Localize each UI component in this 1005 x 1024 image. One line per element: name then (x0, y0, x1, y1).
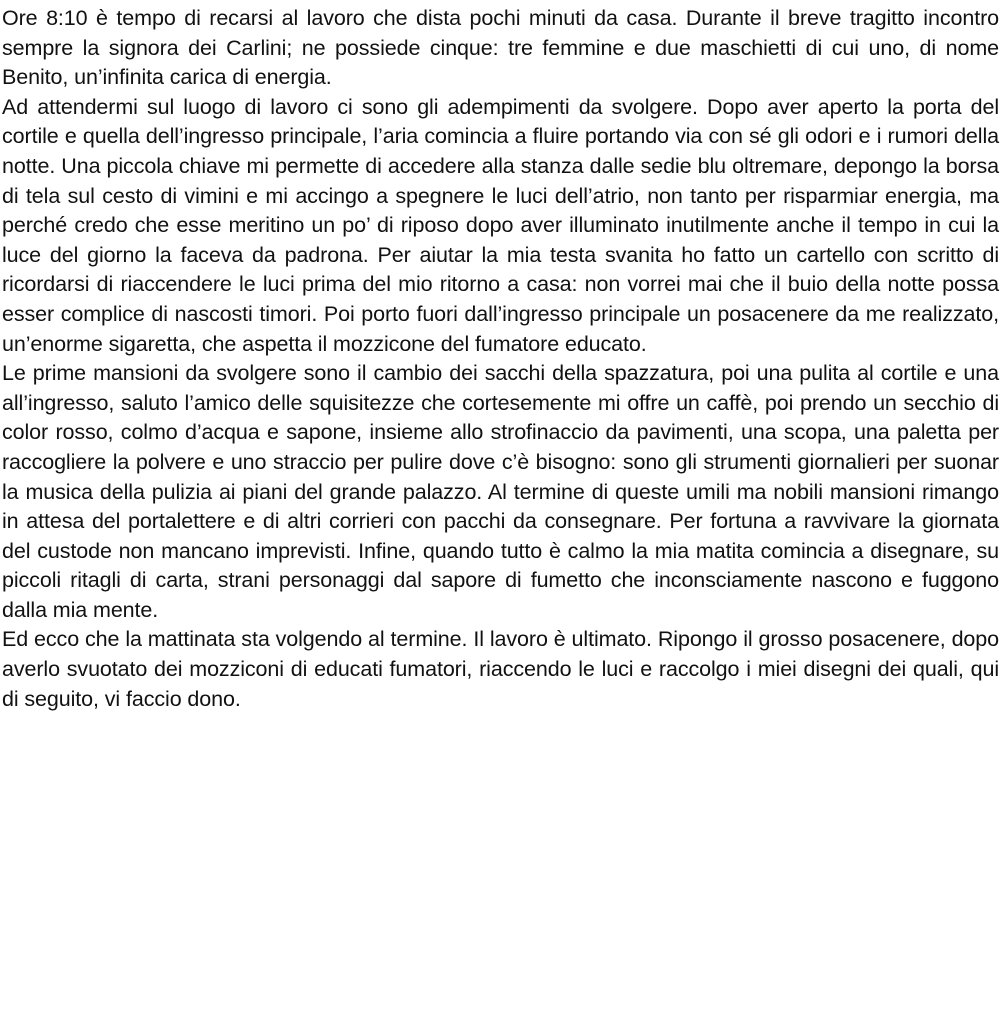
paragraph-3: Le prime mansioni da svolgere sono il cambio dei sacchi della spazzatura, poi una pulita al cortile e una all’ingresso, saluto l’amico delle squisitezze che cortesemente mi offre un caffè, poi prendo un secchio di color rosso, colmo d’acqua e sapone, insieme allo strofinaccio da pavimenti, una scopa, una paletta per raccogliere la polvere e uno straccio per pulire dove c’è bisogno: sono gli strumenti giornalieri per suonar la musica della pulizia ai piani del grande palazzo. Al termine di queste umili ma nobili mansioni rimango in attesa del portalettere e di altri corrieri con pacchi da consegnare. Per fortuna a ravvivare la giornata del custode non mancano imprevisti. Infine, quando tutto è calmo la mia matita comincia a disegnare, su piccoli ritagli di carta, strani personaggi dal sapore di fumetto che inconsciamente nascono e fuggono dalla mia mente. (2, 361, 999, 622)
paragraph-1: Ore 8:10 è tempo di recarsi al lavoro che dista pochi minuti da casa. Durante il breve tragitto incontro sempre la signora dei Carlini; ne possiede cinque: tre femmine e due maschietti di cui uno, di nome Benito, un’infinita carica di energia. (2, 6, 999, 90)
body-text (2, 4, 999, 714)
paragraph-2: Ad attendermi sul luogo di lavoro ci sono gli adempimenti da svolgere. Dopo aver aperto la porta del cortile e quella dell’ingresso principale, l’aria comincia a fluire portando via con sé gli odori e i rumori della notte. Una piccola chiave mi permette di accedere alla stanza dalle sedie blu oltremare, depongo la borsa di tela sul cesto di vimini e mi accingo a spegnere le luci dell’atrio, non tanto per risparmiar energia, ma perché credo che esse meritino un po’ di riposo dopo aver illuminato inutilmente anche il tempo in cui la luce del giorno la faceva da padrona. Per aiutar la mia testa svanita ho fatto un cartello con scritto di ricordarsi di riaccendere le luci prima del mio ritorno a casa: non vorrei mai che il buio della notte possa esser complice di nascosti timori. Poi porto fuori dall’ingresso principale un posacenere da me realizzato, un’enorme sigaretta, che aspetta il mozzicone del fumatore educato. (2, 94, 999, 356)
paragraph-4: Ed ecco che la mattinata sta volgendo al termine. Il lavoro è ultimato. Ripongo il grosso posacenere, dopo averlo svuotato dei mozziconi di educati fumatori, riaccendo le luci e raccolgo i miei disegni dei quali, qui di seguito, vi faccio dono. (2, 627, 999, 711)
